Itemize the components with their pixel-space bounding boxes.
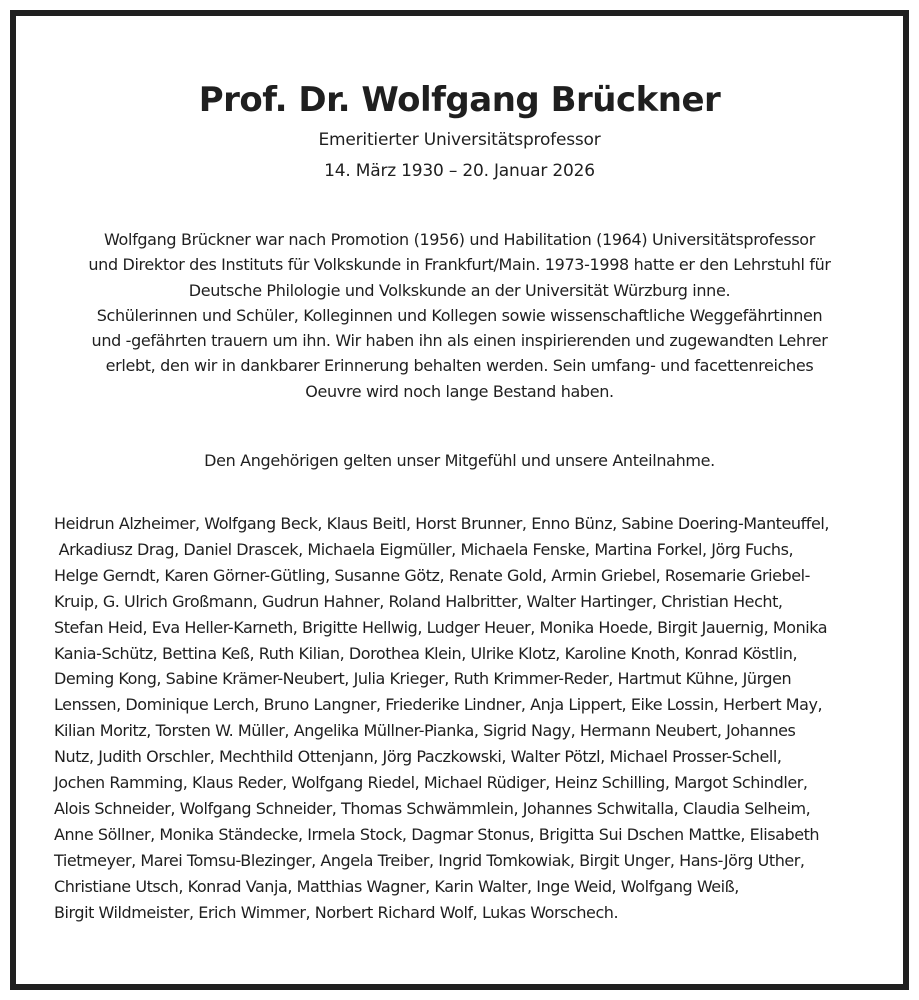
signatory-line: Birgit Wildmeister, Erich Wimmer, Norbert Richard Wolf, Lukas Worschech. <box>54 902 619 922</box>
biography-paragraph <box>40 227 879 404</box>
life-dates: 14. März 1930 – 20. Januar 2026 <box>324 161 595 181</box>
signatory-list <box>54 511 884 926</box>
bio-line: Oeuvre wird noch lange Bestand haben. <box>305 381 614 401</box>
signatory-line: Anne Söllner, Monika Ständecke, Irmela Stock, Dagmar Stonus, Brigitta Sui Dschen Mattke, Elisabeth <box>54 824 820 844</box>
signatory-line: Heidrun Alzheimer, Wolfgang Beck, Klaus Beitl, Horst Brunner, Enno Bünz, Sabine Doering-Manteuffel, <box>54 514 829 533</box>
bio-line: Schülerinnen und Schüler, Kolleginnen und Kollegen sowie wissenschaftliche Weggefährtinnen <box>96 305 823 325</box>
deceased-title: Emeritierter Universitätsprofessor <box>318 130 601 150</box>
signatory-line: Deming Kong, Sabine Krämer-Neubert, Julia Krieger, Ruth Krimmer-Reder, Hartmut Kühne, Jürgen <box>54 669 792 689</box>
signatory-line: Jochen Ramming, Klaus Reder, Wolfgang Riedel, Michael Rüdiger, Heinz Schilling, Margot Schindler, <box>54 773 808 793</box>
signatory-line: Helge Gerndt, Karen Görner-Gütling, Susanne Götz, Renate Gold, Armin Griebel, Rosemarie Griebel- <box>54 565 810 585</box>
signatory-line: Lenssen, Dominique Lerch, Bruno Langner, Friederike Lindner, Anja Lippert, Eike Lossin, Herbert May, <box>54 695 823 715</box>
signatory-line: Nutz, Judith Orschler, Mechthild Ottenjann, Jörg Paczkowski, Walter Pötzl, Michael Prosser-Schell, <box>54 747 782 767</box>
signatory-line: Kruip, G. Ulrich Großmann, Gudrun Hahner, Roland Halbritter, Walter Hartinger, Christian Hecht, <box>54 591 783 611</box>
signatory-line: Arkadiusz Drag, Daniel Drascek, Michaela Eigmüller, Michaela Fenske, Martina Forkel, Jörg Fuchs, <box>54 539 794 559</box>
signatory-line: Christiane Utsch, Konrad Vanja, Matthias Wagner, Karin Walter, Inge Weid, Wolfgang Weiß, <box>54 876 739 896</box>
bio-line: und Direktor des Instituts für Volkskunde in Frankfurt/Main. 1973-1998 hatte er den Lehrstuhl für <box>88 255 831 275</box>
signatory-line: Kania-Schütz, Bettina Keß, Ruth Kilian, Dorothea Klein, Ulrike Klotz, Karoline Knoth, Konrad Köstlin, <box>54 643 798 663</box>
signatory-line: Tietmeyer, Marei Tomsu-Blezinger, Angela Treiber, Ingrid Tomkowiak, Birgit Unger, Hans-Jörg Uther, <box>54 850 805 870</box>
bio-line: und -gefährten trauern um ihn. Wir haben ihn als einen inspirierenden und zugewandten Lehrer <box>91 331 828 351</box>
signatory-line: Stefan Heid, Eva Heller-Karneth, Brigitte Hellwig, Ludger Heuer, Monika Hoede, Birgit Jauernig, Monika <box>54 617 828 637</box>
deceased-name: Prof. Dr. Wolfgang Brückner <box>198 80 721 120</box>
condolence-text: Den Angehörigen gelten unser Mitgefühl und unsere Anteilnahme. <box>204 451 715 470</box>
bio-line: erlebt, den wir in dankbarer Erinnerung behalten werden. Sein umfang- und facettenreiches <box>105 356 814 376</box>
bio-line: Deutsche Philologie und Volkskunde an der Universität Würzburg inne. <box>188 280 731 300</box>
signatory-line: Alois Schneider, Wolfgang Schneider, Thomas Schwämmlein, Johannes Schwitalla, Claudia Selheim, <box>54 798 811 818</box>
signatory-line: Kilian Moritz, Torsten W. Müller, Angelika Müllner-Pianka, Sigrid Nagy, Hermann Neubert, Johannes <box>54 721 796 741</box>
bio-line: Wolfgang Brückner war nach Promotion (1956) und Habilitation (1964) Universitätsprofessor <box>104 230 815 249</box>
